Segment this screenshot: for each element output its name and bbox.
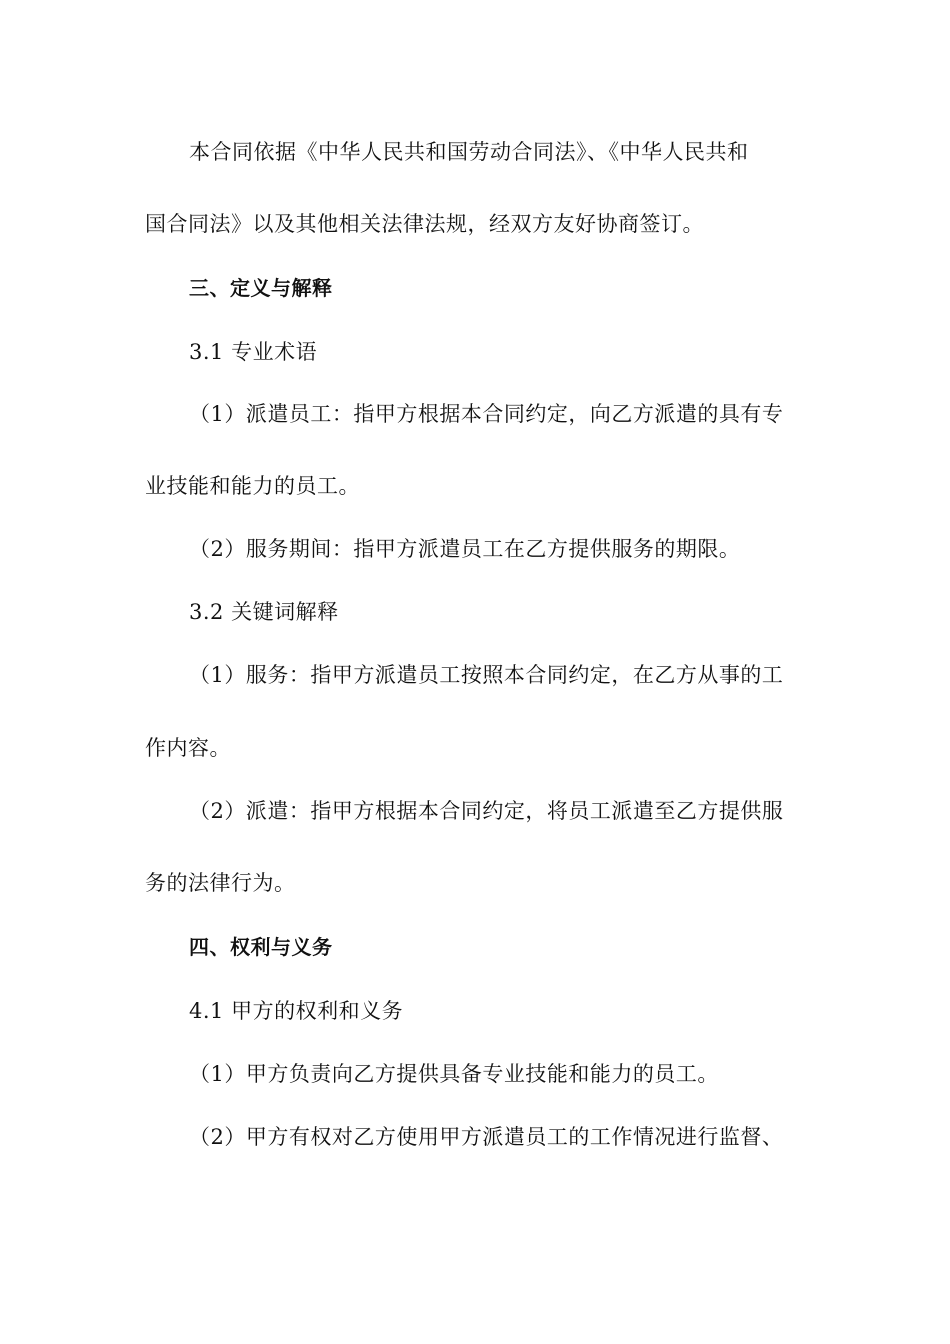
- item-service-line-2: 作内容。: [145, 736, 231, 760]
- item-dispatched-employee-line-1: （1）派遣员工：指甲方根据本合同约定，向乙方派遣的具有专: [189, 402, 784, 426]
- item-party-a-provide-staff: （1）甲方负责向乙方提供具备专业技能和能力的员工。: [189, 1062, 719, 1086]
- section-heading-rights-obligations: 四、权利与义务: [189, 935, 333, 959]
- item-dispatch-line-1: （2）派遣：指甲方根据本合同约定，将员工派遣至乙方提供服: [189, 799, 784, 823]
- item-service-line-1: （1）服务：指甲方派遣员工按照本合同约定，在乙方从事的工: [189, 663, 784, 687]
- item-dispatched-employee-line-2: 业技能和能力的员工。: [145, 474, 360, 498]
- subsection-4-1-title: 4.1 甲方的权利和义务: [189, 999, 404, 1023]
- item-dispatch-line-2: 务的法律行为。: [145, 871, 296, 895]
- item-service-period: （2）服务期间：指甲方派遣员工在乙方提供服务的期限。: [189, 537, 741, 561]
- subsection-3-1-title: 3.1 专业术语: [189, 340, 318, 364]
- subsection-3-2-title: 3.2 关键词解释: [189, 600, 339, 624]
- section-heading-definitions: 三、定义与解释: [189, 276, 333, 300]
- item-party-a-supervise-line-1: （2）甲方有权对乙方使用甲方派遣员工的工作情况进行监督、: [189, 1125, 784, 1149]
- paragraph-intro-line-2: 国合同法》以及其他相关法律法规，经双方友好协商签订。: [145, 212, 704, 236]
- paragraph-intro-line-1: 本合同依据《中华人民共和国劳动合同法》、《中华人民共和: [189, 140, 749, 164]
